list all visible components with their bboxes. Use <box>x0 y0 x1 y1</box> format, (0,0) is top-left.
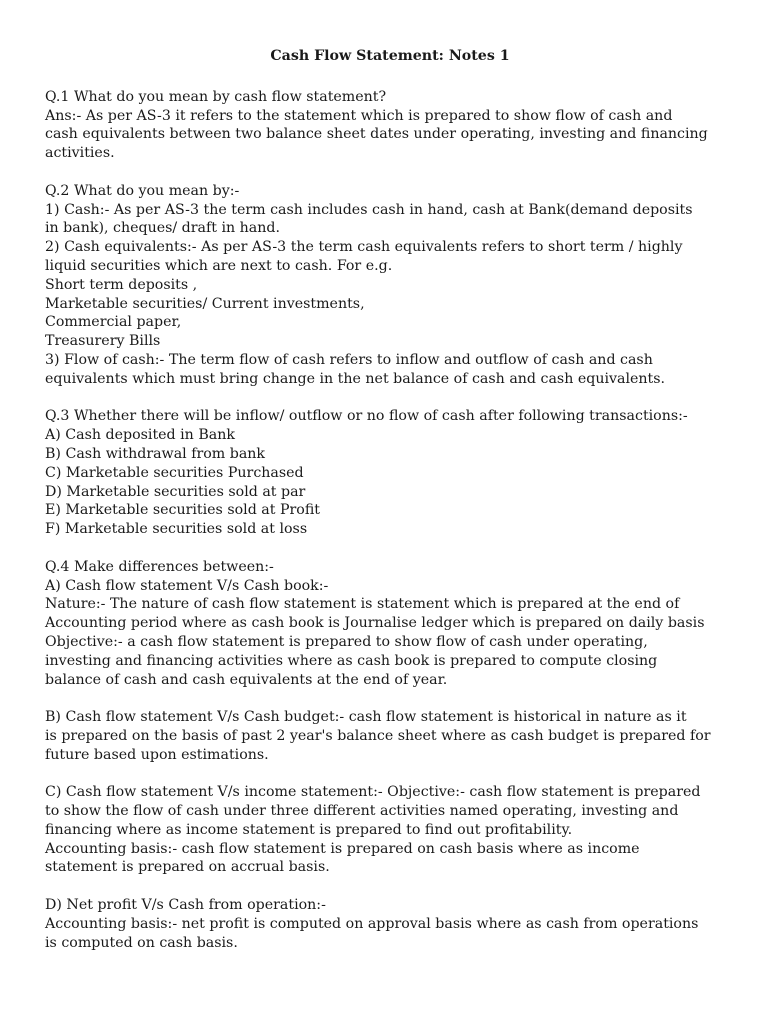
text-line: to show the flow of cash under three different activities named operating, investing and <box>45 803 679 820</box>
text-line: D) Marketable securities sold at par <box>45 483 306 500</box>
document-body <box>45 88 735 953</box>
text-line: cash equivalents between two balance sheet dates under operating, investing and financing <box>45 126 708 143</box>
text-line: B) Cash withdrawal from bank <box>45 445 266 462</box>
text-line: 2) Cash equivalents:- As per AS-3 the term cash equivalents refers to short term / highly <box>45 239 683 256</box>
text-line: Q.3 Whether there will be inflow/ outflow or no flow of cash after following transactions:- <box>45 408 688 425</box>
text-line: investing and financing activities where as cash book is prepared to compute closing <box>45 652 658 669</box>
text-line: B) Cash flow statement V/s Cash budget:- cash flow statement is historical in nature as it <box>45 709 687 726</box>
blank-line <box>45 163 735 182</box>
text-line: future based upon estimations. <box>45 746 269 763</box>
text-line: F) Marketable securities sold at loss <box>45 521 308 538</box>
text-line: A) Cash deposited in Bank <box>45 427 235 444</box>
text-line: C) Cash flow statement V/s income statement:- Objective:- cash flow statement is prepared <box>45 784 701 801</box>
text-line: Accounting basis:- net profit is computed on approval basis where as cash from operations <box>45 915 699 932</box>
text-line: Objective:- a cash flow statement is prepared to show flow of cash under operating, <box>45 633 648 650</box>
text-line: Nature:- The nature of cash flow statement is statement which is prepared at the end of <box>45 596 680 613</box>
text-line: Ans:- As per AS-3 it refers to the statement which is prepared to show flow of cash and <box>45 107 673 124</box>
text-line: in bank), cheques/ draft in hand. <box>45 220 280 237</box>
text-line: Q.4 Make differences between:- <box>45 558 274 575</box>
text-line: Q.1 What do you mean by cash flow statement? <box>45 88 387 105</box>
blank-line <box>45 764 735 783</box>
document-page <box>45 42 735 952</box>
text-line: Accounting basis:- cash flow statement is prepared on cash basis where as income <box>45 840 640 857</box>
text-line: activities. <box>45 145 115 162</box>
text-line: statement is prepared on accrual basis. <box>45 859 330 876</box>
text-line: E) Marketable securities sold at Profit <box>45 502 321 519</box>
text-line: balance of cash and cash equivalents at the end of year. <box>45 671 448 688</box>
text-line: Commercial paper, <box>45 314 182 331</box>
text-line: 1) Cash:- As per AS-3 the term cash includes cash in hand, cash at Bank(demand deposits <box>45 201 693 218</box>
text-line: C) Marketable securities Purchased <box>45 464 304 481</box>
blank-line <box>45 877 735 896</box>
text-line: liquid securities which are next to cash. For e.g. <box>45 257 393 274</box>
text-line: Q.2 What do you mean by:- <box>45 182 240 199</box>
text-line: Marketable securities/ Current investments, <box>45 295 365 312</box>
text-line: financing where as income statement is prepared to find out profitability. <box>45 821 573 838</box>
text-line: Accounting period where as cash book is Journalise ledger which is prepared on daily basis <box>45 615 705 632</box>
text-line: D) Net profit V/s Cash from operation:- <box>45 897 326 914</box>
text-line: Treasurery Bills <box>45 333 161 350</box>
blank-line <box>45 389 735 408</box>
text-line: equivalents which must bring change in the net balance of cash and cash equivalents. <box>45 370 666 387</box>
text-line: is prepared on the basis of past 2 year's balance sheet where as cash budget is prepared for <box>45 727 711 744</box>
blank-line <box>45 539 735 558</box>
text-line: 3) Flow of cash:- The term flow of cash refers to inflow and outflow of cash and cash <box>45 351 653 368</box>
text-line: is computed on cash basis. <box>45 934 238 951</box>
text-line: Short term deposits , <box>45 276 198 293</box>
document-title: Cash Flow Statement: Notes 1 <box>270 48 510 64</box>
blank-line <box>45 689 735 708</box>
text-line: A) Cash flow statement V/s Cash book:- <box>45 577 329 594</box>
